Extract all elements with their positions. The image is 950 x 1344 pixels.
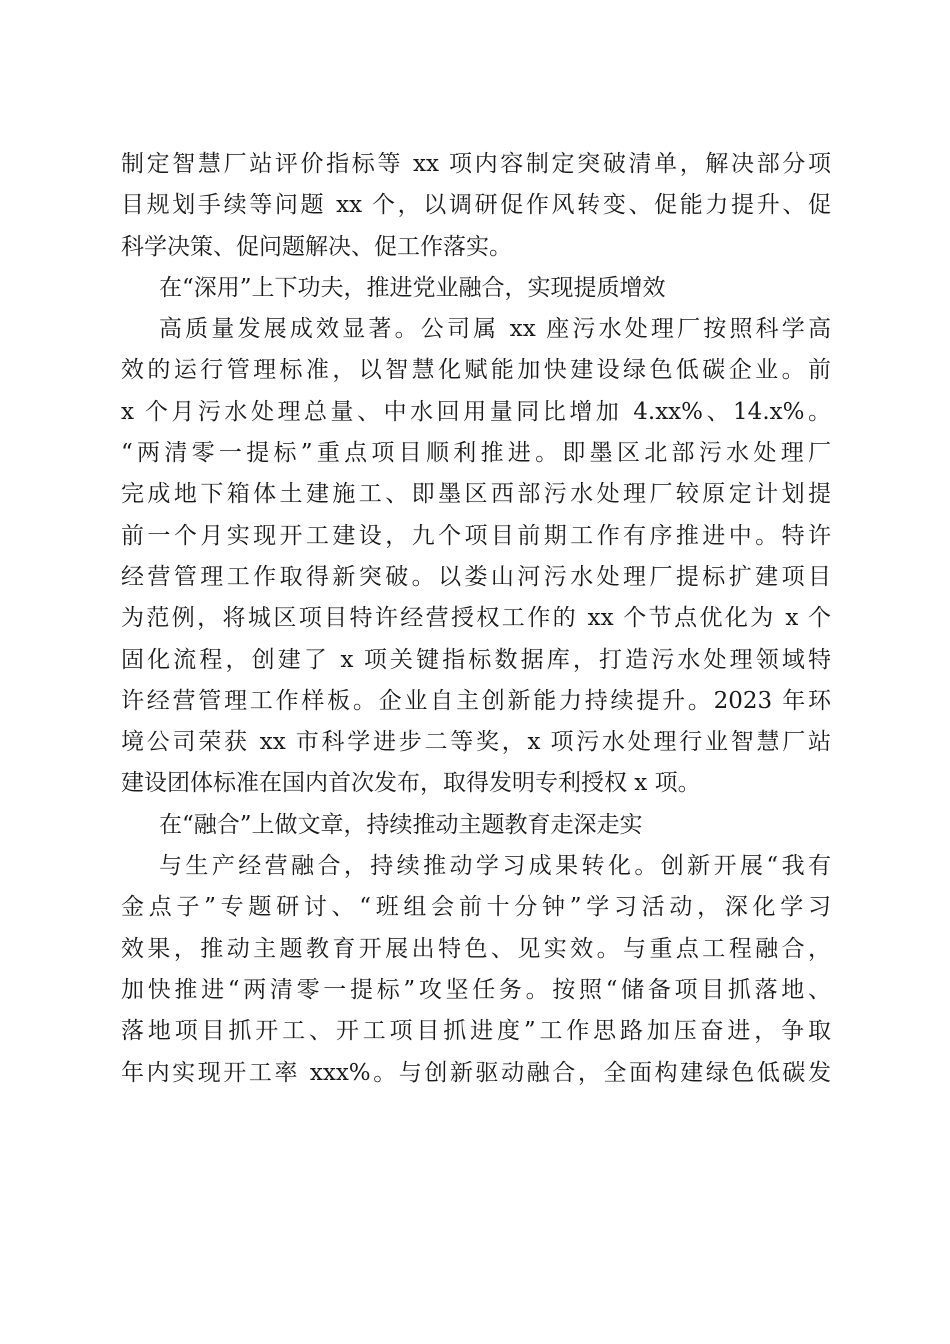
body-line: 金点子”专题研讨、“班组会前十分钟”学习活动，深化学习 [121,894,831,921]
body-line: 制定智慧厂站评价指标等 xx 项内容制定突破清单，解决部分项 [121,151,831,177]
section-heading: 在“融合”上做文章，持续推动主题教育走深走实 [159,811,643,838]
body-line: x 个月污水处理总量、中水回用量同比增加 4.xx%、14.x%。 [121,398,831,425]
body-line: 境公司荣获 xx 市科学进步二等奖，x 项污水处理行业智慧厂站 [121,729,831,756]
body-line: 许经营管理工作样板。企业自主创新能力持续提升。2023 年环 [121,687,831,714]
body-line: 加快推进“两清零一提标”攻坚任务。按照“储备项目抓落地、 [121,976,831,1003]
section-heading: 在“深用”上下功夫，推进党业融合，实现提质增效 [159,274,666,301]
paragraph-last-line: 科学决策、促问题解决、促工作落实。 [121,233,512,260]
body-line: 效果，推动主题教育开展出特色、见实效。与重点工程融合， [121,935,831,962]
body-line: “两清零一提标”重点项目顺利推进。即墨区北部污水处理厂 [121,440,831,467]
body-line: 完成地下箱体土建施工、即墨区西部污水处理厂较原定计划提 [121,481,831,508]
body-line: 为范例，将城区项目特许经营授权工作的 xx 个节点优化为 x 个 [121,605,831,632]
document-body [121,144,831,1094]
body-line: 效的运行管理标准，以智慧化赋能加快建设绿色低碳企业。前 [121,357,831,384]
paragraph-last-line: 建设团体标准在国内首次发布，取得发明专利授权 x 项。 [121,770,701,797]
body-line: 年内实现开工率 xxx%。与创新驱动融合，全面构建绿色低碳发 [121,1059,831,1086]
body-line: 固化流程，创建了 x 项关键指标数据库，打造污水处理领域特 [121,646,831,673]
paragraph-first-line: 高质量发展成效显著。公司属 xx 座污水处理厂按照科学高 [159,316,831,343]
body-line: 落地项目抓开工、开工项目抓进度”工作思路加压奋进，争取 [121,1018,831,1045]
body-line: 前一个月实现开工建设，九个项目前期工作有序推进中。特许 [121,522,831,549]
paragraph-first-line: 与生产经营融合，持续推动学习成果转化。创新开展“我有 [159,853,831,880]
body-line: 目规划手续等问题 xx 个，以调研促作风转变、促能力提升、促 [121,192,831,219]
body-line: 经营管理工作取得新突破。以娄山河污水处理厂提标扩建项目 [121,563,831,590]
